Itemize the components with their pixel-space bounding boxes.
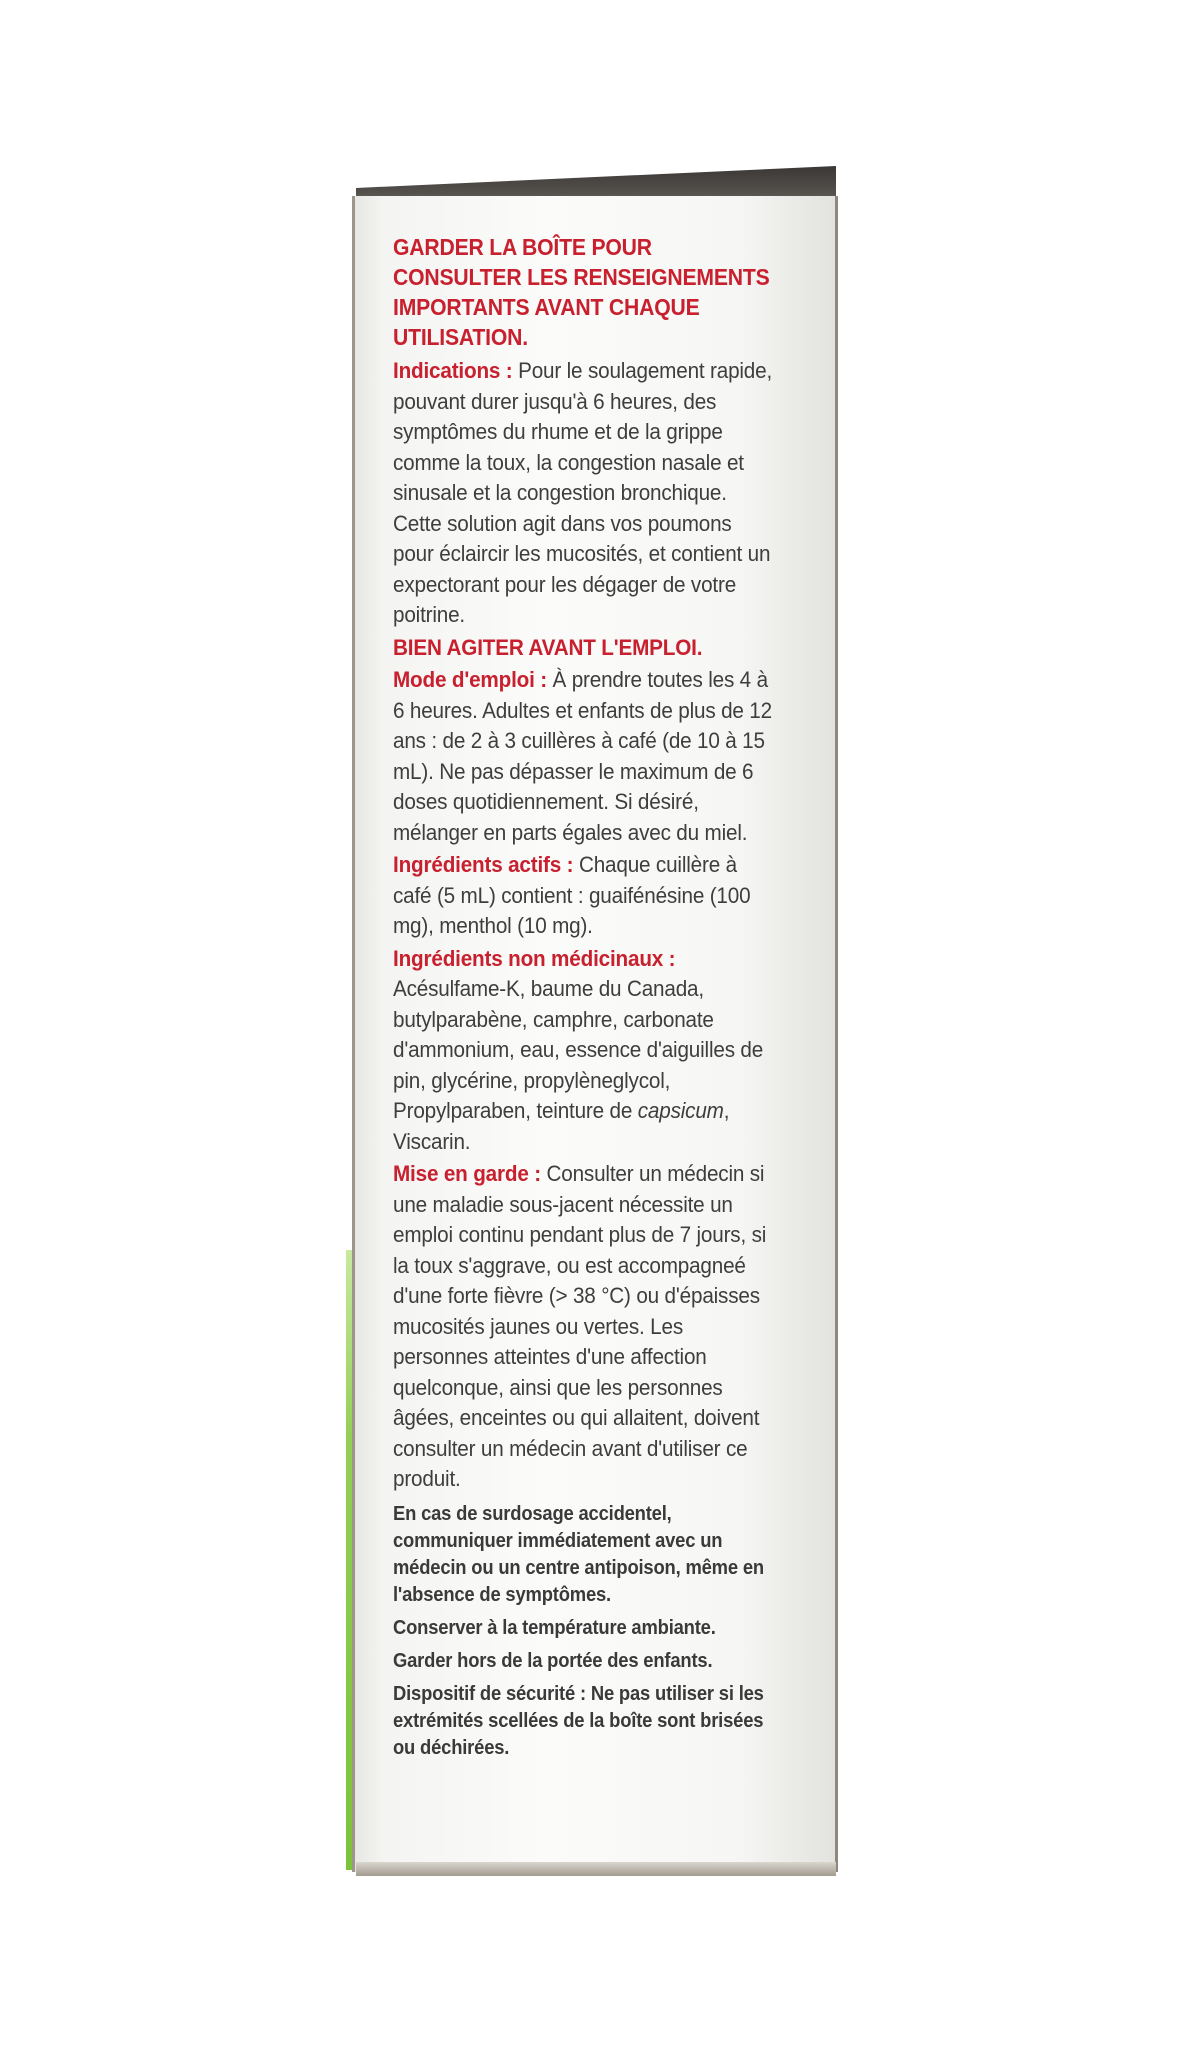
label-text-block [393,232,772,1764]
children-notice: Garder hors de la portée des enfants. [393,1649,713,1672]
storage-notice: Conserver à la température ambiante. [393,1616,716,1639]
warning-label: Mise en garde : [393,1161,541,1186]
active-ingredients-section [393,850,772,942]
inactive-ingredients-end: , Viscarin. [393,1098,730,1154]
directions-text: À prendre toutes les 4 à 6 heures. Adultes et enfants de plus de 12 ans : de 2 à 3 cuillères à café (de 10 à 15 mL). Ne pas dépasser le maximum de 6 doses quotidiennement. Si désiré, mélanger en parts égales avec du miel. [393,667,772,845]
indications-label: Indications : [393,358,513,383]
inactive-ingredients-section [393,944,772,1158]
headline: GARDER LA BOÎTE POUR CONSULTER LES RENSEIGNEMENTS IMPORTANTS AVANT CHAQUE UTILISATION. [393,234,770,350]
box-bottom-edge [356,1862,836,1876]
inactive-ingredients-label: Ingrédients non médicinaux : [393,945,676,971]
warning-section [393,1159,772,1495]
active-ingredients-label: Ingrédients actifs : [393,852,574,877]
inactive-ingredients-text: Acésulfame-K, baume du Canada, butylparabène, camphre, carbonate d'ammonium, eau, essence d'aiguilles de pin, glycérine, propylèneglycol, Propylparaben, teinture de [393,976,764,1123]
inactive-ingredients-italic: capsicum [637,1098,724,1123]
overdose-notice: En cas de surdosage accidentel, communiquer immédiatement avec un médecin ou un centre antipoison, même en l'absence de symptômes. [393,1502,764,1606]
active-ingredients-text: Chaque cuillère à café (5 mL) contient : guaifénésine (100 mg), menthol (10 mg). [393,852,751,938]
directions-label: Mode d'emploi : [393,667,547,692]
indications-text: Pour le soulagement rapide, pouvant durer jusqu'à 6 heures, des symptômes du rhume et de la grippe comme la toux, la congestion nasale et sinusale et la congestion bronchique. Cette solution agit dans vos poumons pour éclaircir les mucosités, et contient un expectorant pour les dégager de votre poitrine. [393,358,773,627]
shake-warning: BIEN AGITER AVANT L'EMPLOI. [393,634,703,660]
warning-text: Consulter un médecin si une maladie sous-jacent nécessite un emploi continu pendant plus de 7 jours, si la toux s'aggrave, ou est accompagneé d'une forte fièvre (> 38 °C) ou d'épaisses mucosités jaunes ou vertes. Les personnes atteintes d'une affection quelconque, ainsi que les personnes âgées, enceintes ou qui allaitent, doivent consulter un médecin avant d'utiliser ce produit. [393,1161,767,1491]
directions-section [393,665,772,848]
indications-section [393,356,772,631]
security-notice: Dispositif de sécurité : Ne pas utiliser si les extrémités scellées de la boîte sont brisées ou déchirées. [393,1682,764,1759]
